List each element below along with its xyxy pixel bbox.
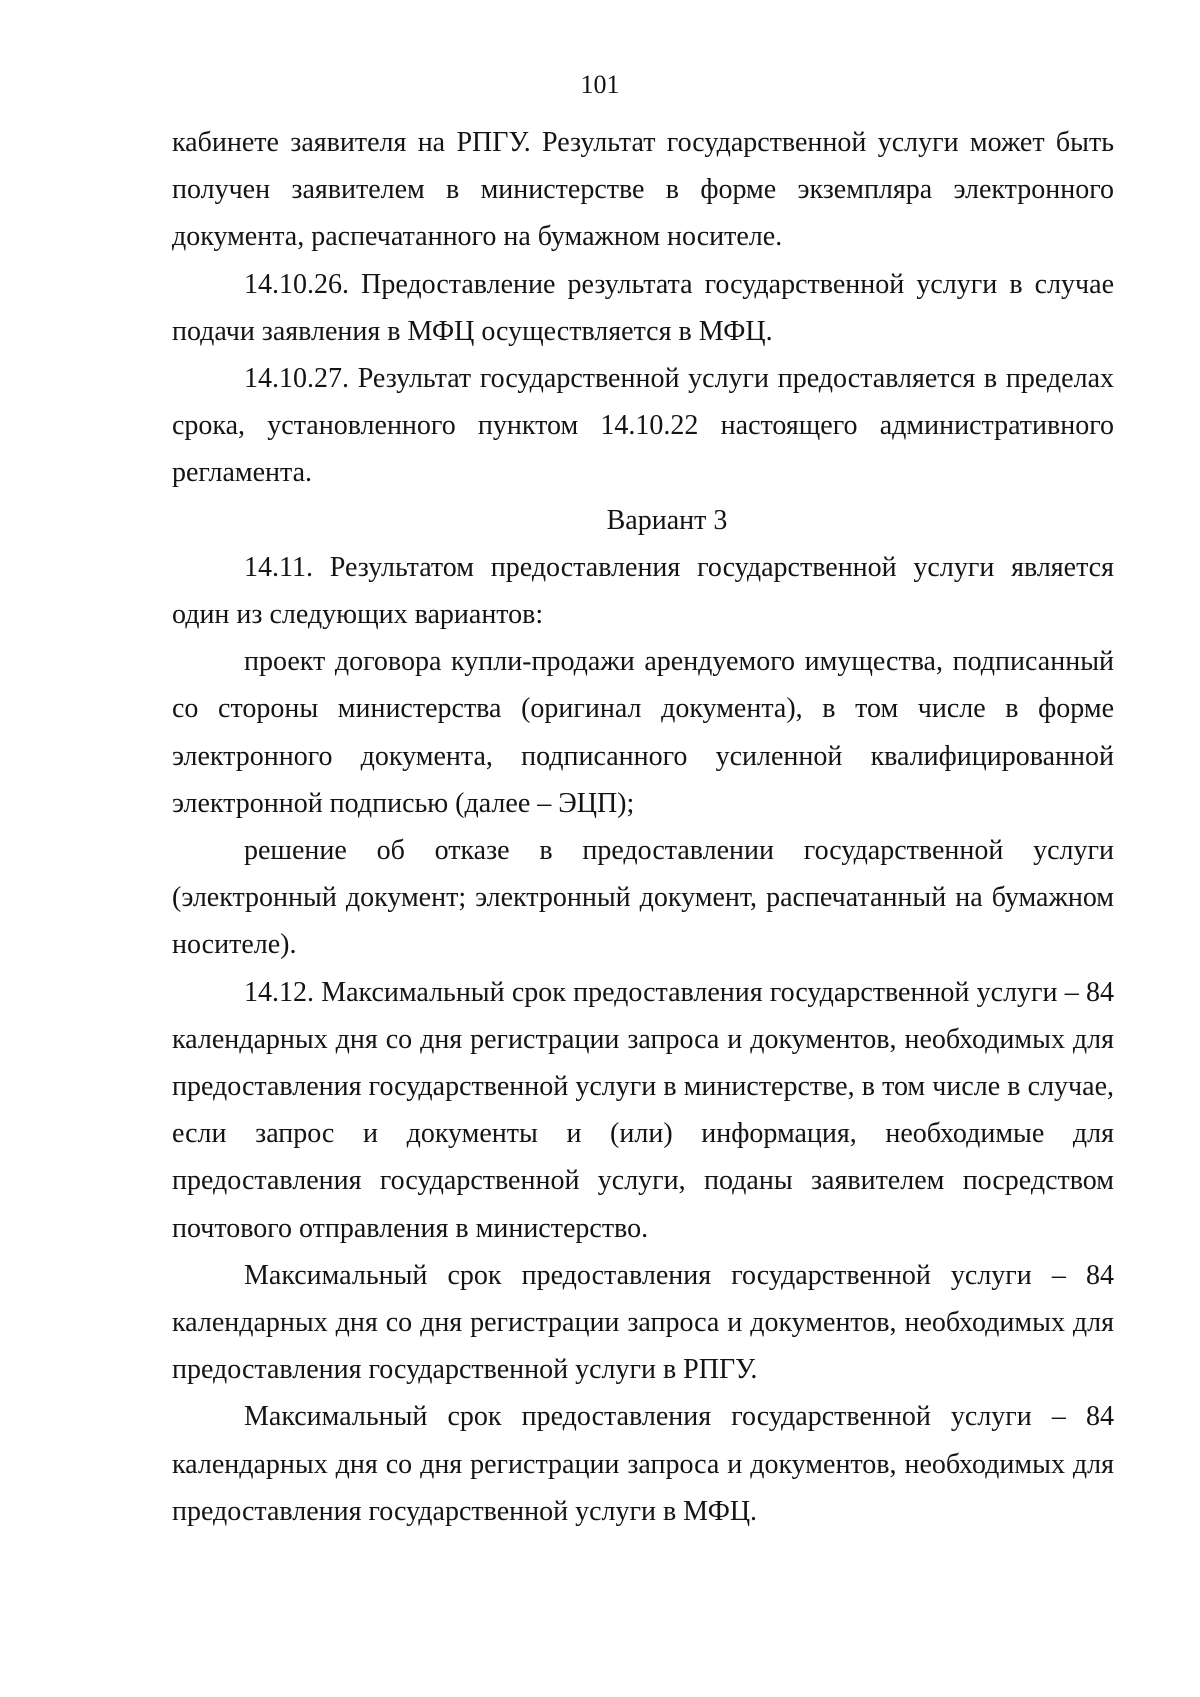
paragraph-max-term-rpgu: Максимальный срок предоставления государственной услуги – 84 календарных дня со дня регистрации запроса и документов, необходимых для предоставления государственной услуги в РПГУ. <box>172 1259 1114 1386</box>
paragraph-continuation: кабинете заявителя на РПГУ. Результат государственной услуги может быть получен заявителем в министерстве в форме экземпляра электронного документа, распечатанного на бумажном носителе. <box>172 127 1114 253</box>
paragraph-14-11: 14.11. Результатом предоставления государственной услуги является один из следующих вариантов: <box>172 551 1114 631</box>
paragraph-14-10-26: 14.10.26. Предоставление результата государственной услуги в случае подачи заявления в МФЦ осуществляется в МФЦ. <box>172 268 1114 347</box>
page-number: 101 <box>580 70 620 99</box>
section-heading: Вариант 3 <box>606 504 728 536</box>
list-item-contract-draft: проект договора купли-продажи арендуемого имущества, подписанный со стороны министерства (оригинал документа), в том числе в форме электронного документа, подписанного усиленной квалифицированной электронной подписью (далее – ЭЦП); <box>172 646 1114 819</box>
list-item-refusal-decision: решение об отказе в предоставлении государственной услуги (электронный документ; электронный документ, распечатанный на бумажном носителе). <box>172 835 1114 961</box>
document-body <box>172 119 1114 1535</box>
paragraph-14-12: 14.12. Максимальный срок предоставления государственной услуги – 84 календарных дня со дня регистрации запроса и документов, необходимых для предоставления государственной услуги в министерстве, в том числе в случае, если запрос и документы и (или) информация, необходимые для предоставления государственной услуги, поданы заявителем посредством почтового отправления в министерство. <box>172 976 1114 1244</box>
paragraph-max-term-mfc: Максимальный срок предоставления государственной услуги – 84 календарных дня со дня регистрации запроса и документов, необходимых для предоставления государственной услуги в МФЦ. <box>172 1401 1114 1527</box>
paragraph-14-10-27: 14.10.27. Результат государственной услуги предоставляется в пределах срока, установленного пунктом 14.10.22 настоящего административного регламента. <box>172 363 1114 489</box>
